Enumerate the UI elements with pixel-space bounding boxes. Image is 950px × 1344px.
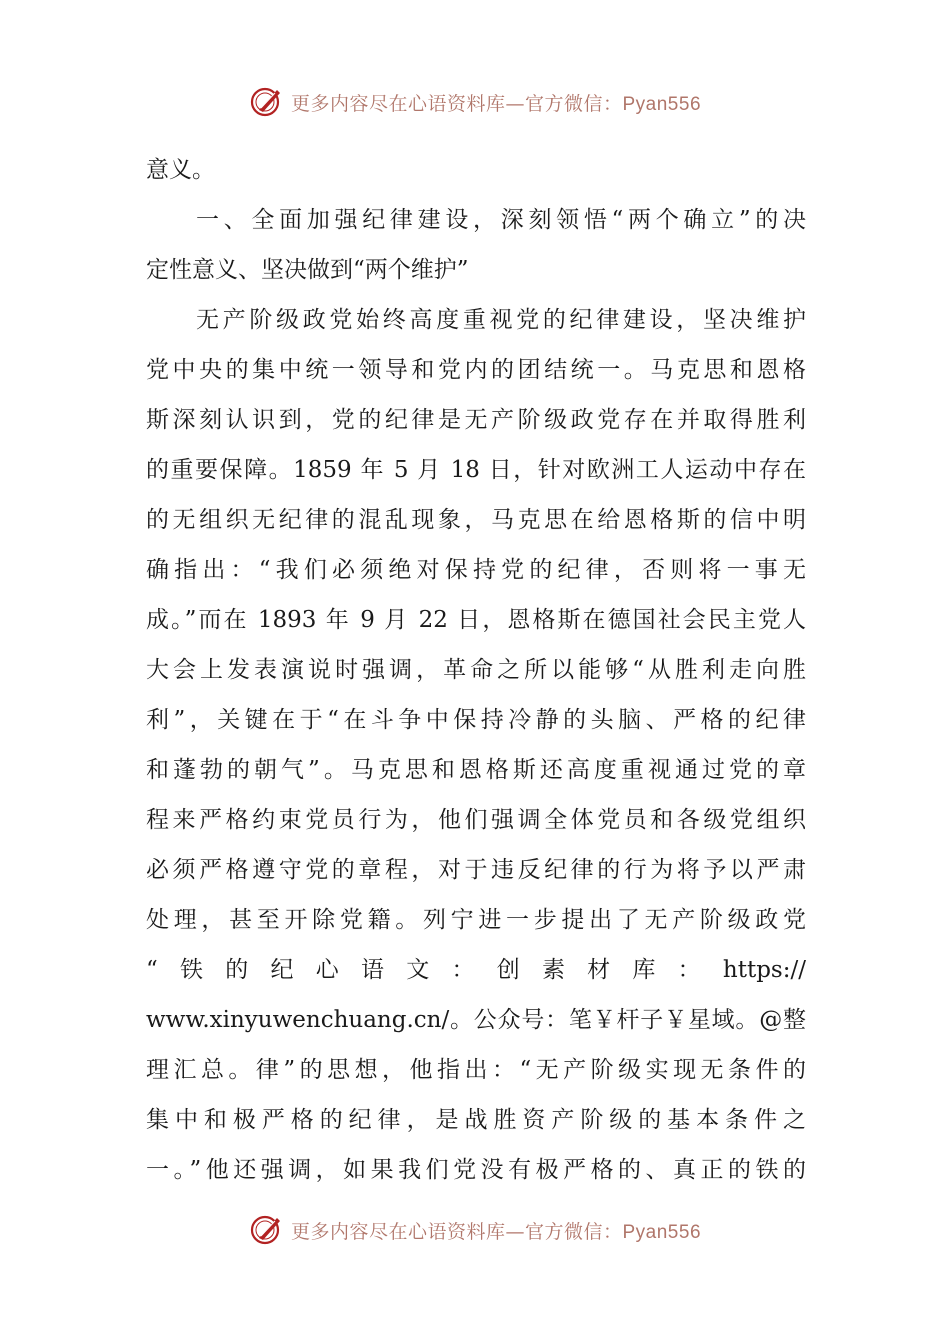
body-line: “铁的纪心语文：创素材库：https:// <box>146 957 806 983</box>
quill-seal-icon <box>249 84 285 120</box>
body-line: 成。”而在 1893 年 9 月 22 日，恩格斯在德国社会民主党人 <box>146 607 806 633</box>
body-line: 的重要保障。1859 年 5 月 18 日，针对欧洲工人运动中存在 <box>146 457 806 483</box>
footer-banner <box>0 1208 950 1252</box>
body-line: 理汇总。律”的思想，他指出：“无产阶级实现无条件的 <box>146 1057 806 1083</box>
body-line: 党中央的集中统一领导和党内的团结统一。马克思和恩格 <box>146 357 806 383</box>
header-banner <box>0 80 950 124</box>
body-line: 利”，关键在于“在斗争中保持冷静的头脑、严格的纪律 <box>146 707 806 733</box>
body-line: 大会上发表演说时强调，革命之所以能够“从胜利走向胜 <box>146 657 806 683</box>
body-line: 和蓬勃的朝气”。马克思和恩格斯还高度重视通过党的章 <box>146 757 806 783</box>
section-heading-line: 一、全面加强纪律建设，深刻领悟“两个确立”的决 <box>196 207 806 233</box>
body-line: 集中和极严格的纪律，是战胜资产阶级的基本条件之 <box>146 1107 806 1133</box>
body-line: 必须严格遵守党的章程，对于违反纪律的行为将予以严肃 <box>146 857 806 883</box>
body-line: 确指出：“我们必须绝对保持党的纪律，否则将一事无 <box>146 557 806 583</box>
section-heading-line: 定性意义、坚决做到“两个维护” <box>146 257 469 283</box>
header-wechat-account: Pyan556 <box>622 93 702 115</box>
document-body <box>146 145 806 1195</box>
quill-seal-icon <box>249 1212 285 1248</box>
body-line: 意义。 <box>146 157 215 183</box>
body-line: 无产阶级政党始终高度重视党的纪律建设，坚决维护 <box>196 307 806 333</box>
body-line: 斯深刻认识到，党的纪律是无产阶级政党存在并取得胜利 <box>146 407 806 433</box>
footer-wechat-account: Pyan556 <box>622 1221 702 1243</box>
body-line: 的无组织无纪律的混乱现象，马克思在给恩格斯的信中明 <box>146 507 806 533</box>
body-line: 程来严格约束党员行为，他们强调全体党员和各级党组织 <box>146 807 806 833</box>
body-line: www.xinyuwenchuang.cn/。公众号：笔￥杆子￥星域。@整 <box>146 1007 806 1033</box>
body-line: 处理，甚至开除党籍。列宁进一步提出了无产阶级政党 <box>146 907 806 933</box>
body-line: 一。”他还强调，如果我们党没有极严格的、真正的铁的 <box>146 1157 806 1183</box>
header-banner-text: 更多内容尽在心语资料库—官方微信： <box>290 92 623 115</box>
footer-banner-text: 更多内容尽在心语资料库—官方微信： <box>290 1220 623 1243</box>
